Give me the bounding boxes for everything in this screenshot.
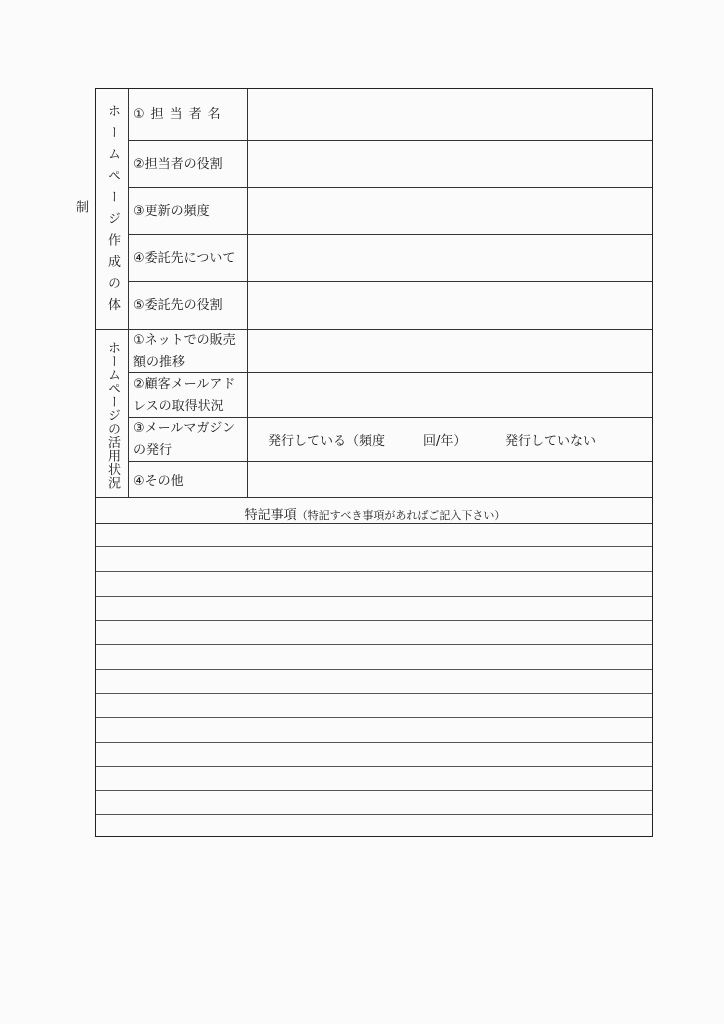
field-update-frequency[interactable] xyxy=(248,188,652,234)
label-person-in-charge: ①担当者名 xyxy=(133,107,227,122)
label-customer-email-line2: レスの取得状況 xyxy=(133,399,224,414)
label-mail-magazine-line1: ③メールマガジン xyxy=(133,421,236,436)
writing-line xyxy=(96,742,652,743)
label-contractor: ④委託先について xyxy=(133,251,236,266)
notes-heading xyxy=(96,504,654,523)
writing-line xyxy=(96,766,652,767)
label-other: ④その他 xyxy=(133,474,184,489)
writing-line xyxy=(96,620,652,621)
writing-line xyxy=(96,669,652,670)
writing-line xyxy=(96,596,652,597)
writing-line xyxy=(96,693,652,694)
application-form xyxy=(73,88,653,837)
label-customer-email-line1: ②顧客メールアド xyxy=(133,377,236,392)
section-title-hp-structure: ホームページ作成の体制 xyxy=(73,103,120,319)
field-person-in-charge[interactable] xyxy=(248,90,652,140)
field-customer-email[interactable] xyxy=(248,373,652,417)
label-contractor-role: ⑤委託先の役割 xyxy=(133,298,223,313)
notes-writing-area[interactable] xyxy=(96,524,652,836)
writing-line xyxy=(96,717,652,718)
label-mail-magazine-line2: の発行 xyxy=(133,443,173,458)
section-title-hp-usage: ホームページの活用状況 xyxy=(105,340,120,490)
field-contractor[interactable] xyxy=(248,235,652,281)
writing-line xyxy=(96,546,652,547)
field-person-role[interactable] xyxy=(248,141,652,187)
writing-line xyxy=(96,644,652,645)
label-mail-magazine xyxy=(133,418,235,462)
column-divider-left xyxy=(128,89,129,497)
label-online-sales-line1: ①ネットでの販売 xyxy=(133,333,236,348)
per-year-unit: 回/年） xyxy=(423,434,467,449)
label-online-sales xyxy=(133,330,236,374)
label-update-frequency: ③更新の頻度 xyxy=(133,204,210,219)
field-contractor-role[interactable] xyxy=(248,282,652,329)
label-online-sales-line2: 額の推移 xyxy=(133,355,186,370)
field-mail-magazine[interactable] xyxy=(248,418,652,461)
label-person-role: ②担当者の役割 xyxy=(133,157,223,172)
section-divider xyxy=(96,497,652,498)
writing-line xyxy=(96,814,652,815)
notes-hint: （特記すべき事項があればご記入下さい） xyxy=(296,509,506,522)
writing-line xyxy=(96,790,652,791)
notes-title: 特記事項 xyxy=(244,508,297,523)
label-customer-email xyxy=(133,374,235,418)
writing-line xyxy=(96,571,652,572)
option-not-issuing[interactable]: 発行していない xyxy=(505,434,597,449)
field-other[interactable] xyxy=(248,462,652,497)
field-online-sales[interactable] xyxy=(248,330,652,372)
option-issuing[interactable]: 発行している（頻度 xyxy=(268,434,386,449)
